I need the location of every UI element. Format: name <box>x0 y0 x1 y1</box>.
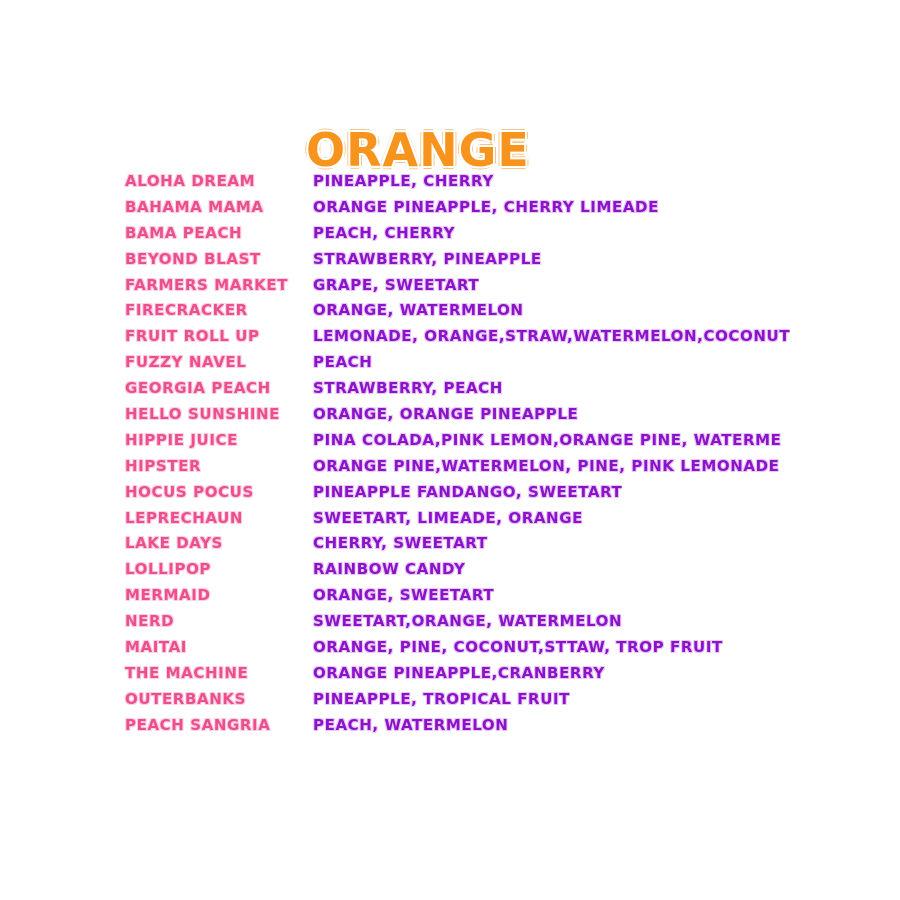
list-item <box>125 401 825 427</box>
drink-flavors: STRAWBERRY, PINEAPPLE <box>313 249 542 268</box>
drink-flavors: ORANGE PINEAPPLE,CRANBERRY <box>313 663 605 682</box>
drink-flavors: ORANGE, PINE, COCONUT,STTAW, TROP FRUIT <box>313 637 723 656</box>
list-item <box>125 375 825 401</box>
drink-name: GEORGIA PEACH <box>125 379 271 398</box>
drink-flavors: PINA COLADA,PINK LEMON,ORANGE PINE, WATERME <box>313 430 782 449</box>
list-item <box>125 608 825 634</box>
list-item <box>125 272 825 298</box>
drink-flavors: RAINBOW CANDY <box>313 560 466 579</box>
drink-name: HELLO SUNSHINE <box>125 404 281 423</box>
drink-flavors: LEMONADE, ORANGE,STRAW,WATERMELON,COCONUT <box>313 327 791 346</box>
drink-list <box>125 168 825 738</box>
list-item <box>125 712 825 738</box>
drink-name: THE MACHINE <box>125 663 249 682</box>
drink-flavors: ORANGE, WATERMELON <box>313 301 524 320</box>
drink-flavors: SWEETART,ORANGE, WATERMELON <box>313 612 623 631</box>
list-item <box>125 427 825 453</box>
drink-name: LOLLIPOP <box>125 560 212 579</box>
list-item <box>125 246 825 272</box>
list-item <box>125 660 825 686</box>
list-item <box>125 349 825 375</box>
drink-flavors: PINEAPPLE, TROPICAL FRUIT <box>313 689 570 708</box>
list-item <box>125 323 825 349</box>
drink-flavors: STRAWBERRY, PEACH <box>313 379 503 398</box>
drink-name: MERMAID <box>125 586 211 605</box>
drink-name: ALOHA DREAM <box>125 171 256 190</box>
drink-name: BEYOND BLAST <box>125 249 261 268</box>
list-item <box>125 479 825 505</box>
drink-flavors: PEACH, WATERMELON <box>313 715 509 734</box>
drink-flavors: ORANGE, ORANGE PINEAPPLE <box>313 404 579 423</box>
page-title: ORANGE <box>306 123 530 177</box>
list-item <box>125 220 825 246</box>
list-item <box>125 194 825 220</box>
drink-name: BAMA PEACH <box>125 223 243 242</box>
drink-flavors: PINEAPPLE, CHERRY <box>313 171 494 190</box>
drink-flavors: PINEAPPLE FANDANGO, SWEETART <box>313 482 623 501</box>
drink-flavors: PEACH <box>313 353 373 372</box>
drink-name: HIPPIE JUICE <box>125 430 238 449</box>
drink-flavors: GRAPE, SWEETART <box>313 275 480 294</box>
drink-flavors: SWEETART, LIMEADE, ORANGE <box>313 508 583 527</box>
drink-name: FUZZY NAVEL <box>125 353 247 372</box>
list-item <box>125 582 825 608</box>
drink-name: BAHAMA MAMA <box>125 197 264 216</box>
list-item <box>125 686 825 712</box>
list-item <box>125 556 825 582</box>
drink-name: FRUIT ROLL UP <box>125 327 260 346</box>
drink-flavors: CHERRY, SWEETART <box>313 534 488 553</box>
drink-name: NERD <box>125 612 175 631</box>
list-item <box>125 634 825 660</box>
drink-name: MAITAI <box>125 637 187 656</box>
drink-flavors: PEACH, CHERRY <box>313 223 456 242</box>
drink-name: LAKE DAYS <box>125 534 223 553</box>
drink-name: HOCUS POCUS <box>125 482 254 501</box>
drink-flavors: ORANGE, SWEETART <box>313 586 495 605</box>
drink-name: LEPRECHAUN <box>125 508 244 527</box>
list-item <box>125 297 825 323</box>
list-item <box>125 530 825 556</box>
list-item <box>125 453 825 479</box>
drink-name: FARMERS MARKET <box>125 275 289 294</box>
drink-name: FIRECRACKER <box>125 301 248 320</box>
list-item <box>125 168 825 194</box>
drink-name: HIPSTER <box>125 456 202 475</box>
list-item <box>125 505 825 531</box>
drink-name: OUTERBANKS <box>125 689 246 708</box>
drink-name: PEACH SANGRIA <box>125 715 271 734</box>
drink-flavors: ORANGE PINEAPPLE, CHERRY LIMEADE <box>313 197 659 216</box>
drink-flavors: ORANGE PINE,WATERMELON, PINE, PINK LEMONADE <box>313 456 780 475</box>
